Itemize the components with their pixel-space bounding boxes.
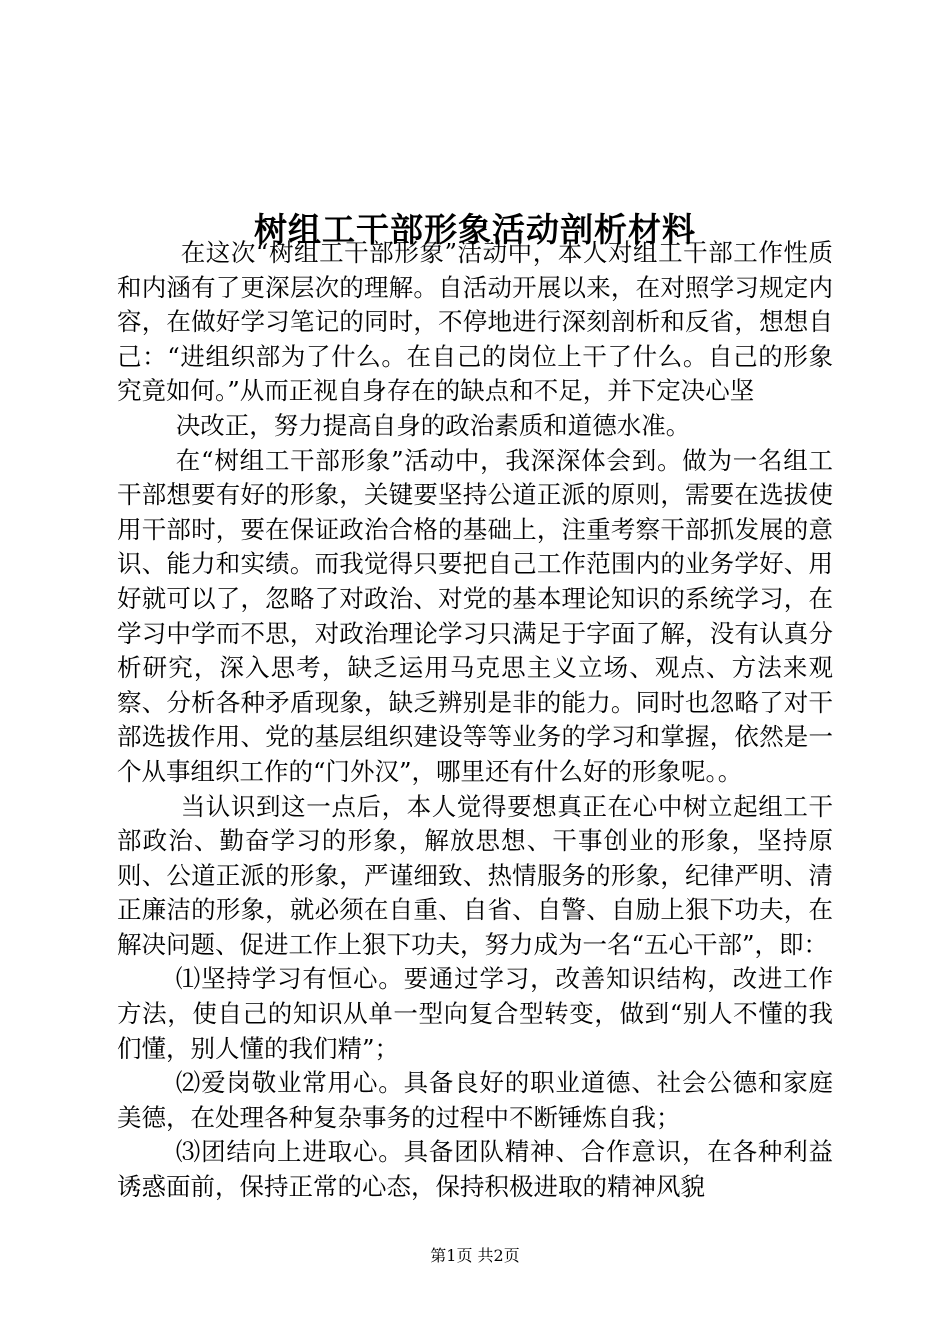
page-number-footer: 第1页 共2页 — [430, 1246, 520, 1265]
paragraph-realization: 当认识到这一点后，本人觉得要想真正在心中树立起组工干部政治、勤奋学习的形象，解放思想、干事创业的形象，坚持原则、公道正派的形象，严谨细致、热情服务的形象，纪律严明、清正廉洁的形象，就必须在自重、自省、自警、自励上狠下功夫，在解决问题、促进工作上狠下功夫，努力成为一名“五心干部”，即： — [117, 791, 833, 959]
document-title: 树组工干部形象活动剖析材料 — [254, 210, 696, 250]
paragraph-intro: 在这次“树组工干部形象”活动中，本人对组工干部工作性质和内涵有了更深层次的理解。自活动开展以来，在对照学习规定内容，在做好学习笔记的同时，不停地进行深刻剖析和反省，想想自己：“进组织部为了什么。在自己的岗位上干了什么。自己的形象究竟如何。”从而正视自身存在的缺点和不足，并下定决心坚 — [117, 238, 833, 406]
paragraph-reflection: 在“树组工干部形象”活动中，我深深体会到。做为一名组工干部想要有好的形象，关键要坚持公道正派的原则，需要在选拔使用干部时，要在保证政治合格的基础上，注重考察干部抓发展的意识、能力和实绩。而我觉得只要把自己工作范围内的业务学好、用好就可以了，忽略了对政治、对党的基本理论知识的系统学习，在学习中学而不思，对政治理论学习只满足于字面了解，没有认真分析研究，深入思考，缺乏运用马克思主义立场、观点、方法来观察、分析各种矛盾现象，缺乏辨别是非的能力。同时也忽略了对干部选拔作用、党的基层组织建设等等业务的学习和掌握，依然是一个从事组织工作的“门外汉”，哪里还有什么好的形象呢。。 — [117, 445, 833, 786]
list-item-study: ⑴坚持学习有恒心。要通过学习，改善知识结构，改进工作方法，使自己的知识从单一型向复合型转变，做到“别人不懂的我们懂，别人懂的我们精”； — [117, 964, 833, 1063]
list-item-dedication: ⑵爱岗敬业常用心。具备良好的职业道德、社会公德和家庭美德，在处理各种复杂事务的过程中不断锤炼自我； — [117, 1068, 833, 1132]
paragraph-resolve: 决改正，努力提高自身的政治素质和道德水准。 — [175, 410, 691, 440]
list-item-teamwork: ⑶团结向上进取心。具备团队精神、合作意识，在各种利益诱惑面前，保持正常的心态，保持积极进取的精神风貌 — [117, 1137, 833, 1202]
document-body — [117, 236, 833, 1205]
